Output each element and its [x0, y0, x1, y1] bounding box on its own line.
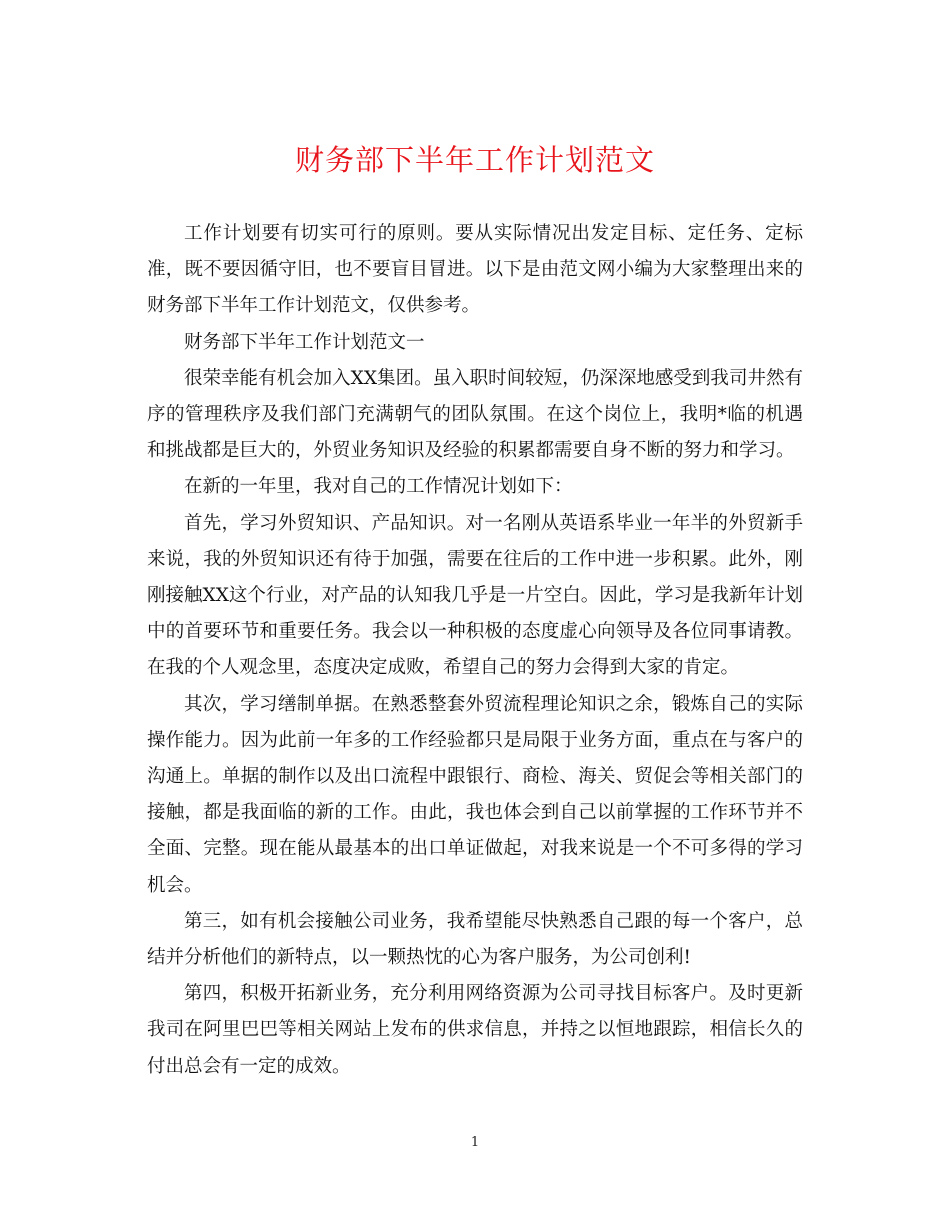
document-body — [147, 216, 803, 1085]
page-number: 1 — [470, 1135, 480, 1150]
body-paragraph: 第四，积极开拓新业务，充分利用网络资源为公司寻找目标客户。及时更新我司在阿里巴巴等相关网站上发布的供求信息，并持之以恒地跟踪，相信长久的付出总会有一定的成效。 — [147, 983, 803, 1077]
intro-paragraph: 工作计划要有切实可行的原则。要从实际情况出发定目标、定任务、定标准，既不要因循守旧，也不要盲目冒进。以下是由范文网小编为大家整理出来的财务部下半年工作计划范文，仅供参考。 — [147, 223, 803, 317]
body-paragraph: 首先，学习外贸知识、产品知识。对一名刚从英语系毕业一年半的外贸新手来说，我的外贸知识还有待于加强，需要在往后的工作中进一步积累。此外，刚刚接触XX这个行业，对产品的认知我几乎是一片空白。因此，学习是我新年计划中的首要环节和重要任务。我会以一种积极的态度虚心向领导及各位同事请教。在我的个人观念里，态度决定成败，希望自己的努力会得到大家的肯定。 — [147, 512, 803, 679]
body-paragraph: 在新的一年里，我对自己的工作情况计划如下： — [184, 476, 573, 498]
body-paragraph: 第三，如有机会接触公司业务，我希望能尽快熟悉自己跟的每一个客户，总结并分析他们的新特点，以一颗热忱的心为客户服务，为公司创利! — [147, 910, 803, 969]
section-heading: 财务部下半年工作计划范文一 — [184, 331, 425, 353]
body-paragraph: 很荣幸能有机会加入XX集团。虽入职时间较短，仍深深地感受到我司井然有序的管理秩序及我们部门充满朝气的团队氛围。在这个岗位上，我明*临的机遇和挑战都是巨大的，外贸业务知识及经验的积累都需要自身不断的努力和学习。 — [147, 367, 803, 462]
body-paragraph: 其次，学习缮制单据。在熟悉整套外贸流程理论知识之余，锻炼自己的实际操作能力。因为此前一年多的工作经验都只是局限于业务方面，重点在与客户的沟通上。单据的制作以及出口流程中跟银行、商检、海关、贸促会等相关部门的接触，都是我面临的新的工作。由此，我也体会到自己以前掌握的工作环节并不全面、完整。现在能从最基本的出口单证做起，对我来说是一个不可多得的学习机会。 — [147, 693, 803, 896]
document-title: 财务部下半年工作计划范文 — [294, 143, 655, 177]
